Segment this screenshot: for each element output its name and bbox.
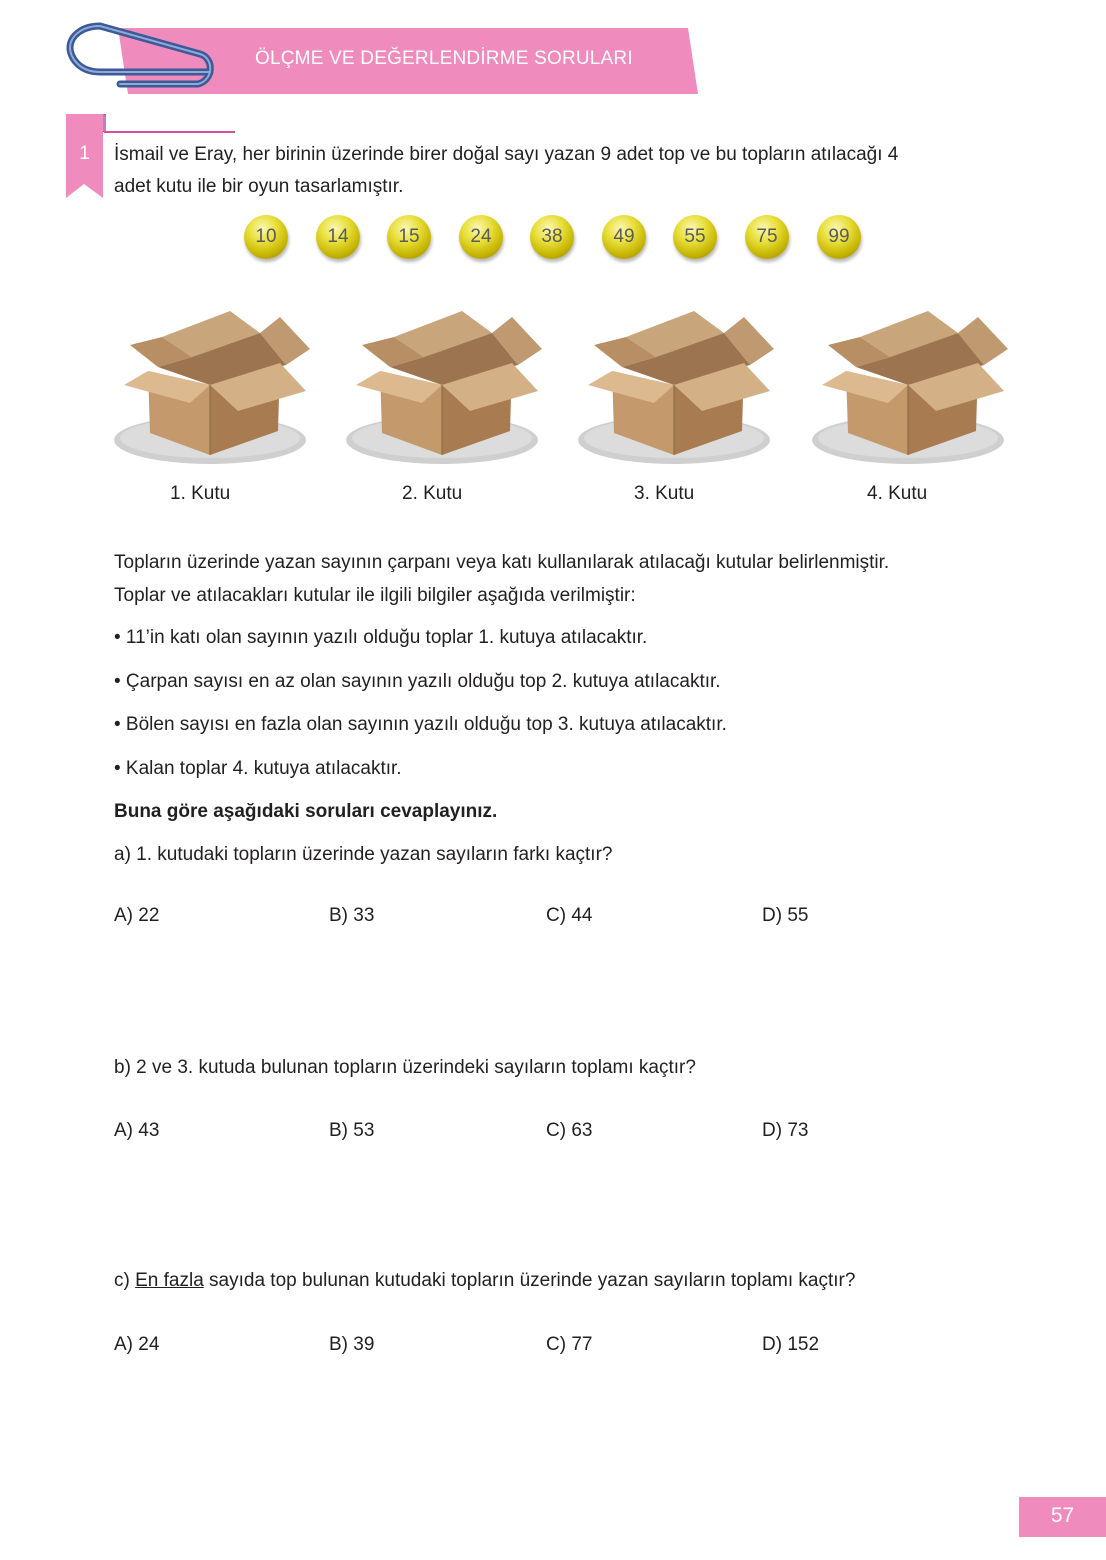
ball-number: 14 — [327, 226, 349, 247]
ball-number: 55 — [684, 226, 706, 247]
option-d[interactable]: D) 55 — [762, 905, 809, 926]
rule-item: • 11’in katı olan sayının yazılı olduğu toplar 1. kutuya atılacaktır. — [114, 627, 648, 648]
box-image-3 — [574, 305, 774, 470]
box-image-4 — [808, 305, 1008, 470]
rule-item: • Bölen sayısı en fazla olan sayının yazılı olduğu top 3. kutuya atılacaktır. — [114, 714, 727, 735]
ball-number: 75 — [756, 226, 778, 247]
option-c[interactable]: C) 77 — [546, 1334, 593, 1355]
ball-number: 24 — [470, 226, 492, 247]
option-c[interactable]: C) 63 — [546, 1120, 593, 1141]
intro-line-2: adet kutu ile bir oyun tasarlamıştır. — [114, 176, 404, 197]
box-label: 1. Kutu — [170, 483, 231, 504]
box-label: 3. Kutu — [634, 483, 695, 504]
option-c[interactable]: C) 44 — [546, 905, 593, 926]
subquestion-c-emphasis: En fazla — [135, 1270, 204, 1291]
ball — [459, 215, 503, 259]
ball-number: 10 — [255, 226, 277, 247]
option-d[interactable]: D) 73 — [762, 1120, 809, 1141]
subquestion-c-prefix: c) — [114, 1270, 136, 1291]
box-image-2 — [342, 305, 542, 470]
option-d[interactable]: D) 152 — [762, 1334, 820, 1355]
ball-number: 15 — [398, 226, 420, 247]
option-a[interactable]: A) 43 — [114, 1120, 160, 1141]
question-header-line — [104, 131, 235, 133]
option-b[interactable]: B) 53 — [329, 1120, 375, 1141]
rule-item: • Kalan toplar 4. kutuya atılacaktır. — [114, 758, 402, 779]
subquestion-c — [114, 1264, 855, 1297]
ball — [602, 215, 646, 259]
page-number: 57 — [1050, 1504, 1075, 1527]
subquestion-c-rest: sayıda top bulunan kutudaki topların üzerinde yazan sayıların toplamı kaçtır? — [203, 1270, 856, 1291]
intro-line-1: İsmail ve Eray, her birinin üzerinde birer doğal sayı yazan 9 adet top ve bu topların atılacağı 4 — [114, 144, 899, 165]
ball — [387, 215, 431, 259]
paragraph-line-1: Topların üzerinde yazan sayının çarpanı veya katı kullanılarak atılacağı kutular belirlenmiştir. — [114, 552, 890, 573]
option-a[interactable]: A) 24 — [114, 1334, 160, 1355]
ball-number: 99 — [828, 226, 850, 247]
option-a[interactable]: A) 22 — [114, 905, 160, 926]
paperclip-icon — [60, 14, 220, 100]
ball — [817, 215, 861, 259]
subquestion-b: b) 2 ve 3. kutuda bulunan topların üzerindeki sayıların toplamı kaçtır? — [114, 1057, 696, 1078]
option-b[interactable]: B) 39 — [329, 1334, 375, 1355]
option-b[interactable]: B) 33 — [329, 905, 375, 926]
instruction: Buna göre aşağıdaki soruları cevaplayınız. — [114, 801, 498, 822]
question-number: 1 — [79, 143, 90, 164]
ball-number: 49 — [613, 226, 635, 247]
ball — [244, 215, 288, 259]
paragraph-line-2: Toplar ve atılacakları kutular ile ilgili bilgiler aşağıda verilmiştir: — [114, 585, 636, 606]
box-label: 2. Kutu — [402, 483, 463, 504]
rule-item: • Çarpan sayısı en az olan sayının yazılı olduğu top 2. kutuya atılacaktır. — [114, 671, 721, 692]
box-image-1 — [110, 305, 310, 470]
ball — [745, 215, 789, 259]
ball — [316, 215, 360, 259]
section-title: ÖLÇME VE DEĞERLENDİRME SORULARI — [255, 48, 633, 69]
box-label: 4. Kutu — [867, 483, 928, 504]
ball — [673, 215, 717, 259]
ball — [530, 215, 574, 259]
subquestion-a: a) 1. kutudaki topların üzerinde yazan sayıların farkı kaçtır? — [114, 844, 613, 865]
ball-number: 38 — [541, 226, 563, 247]
